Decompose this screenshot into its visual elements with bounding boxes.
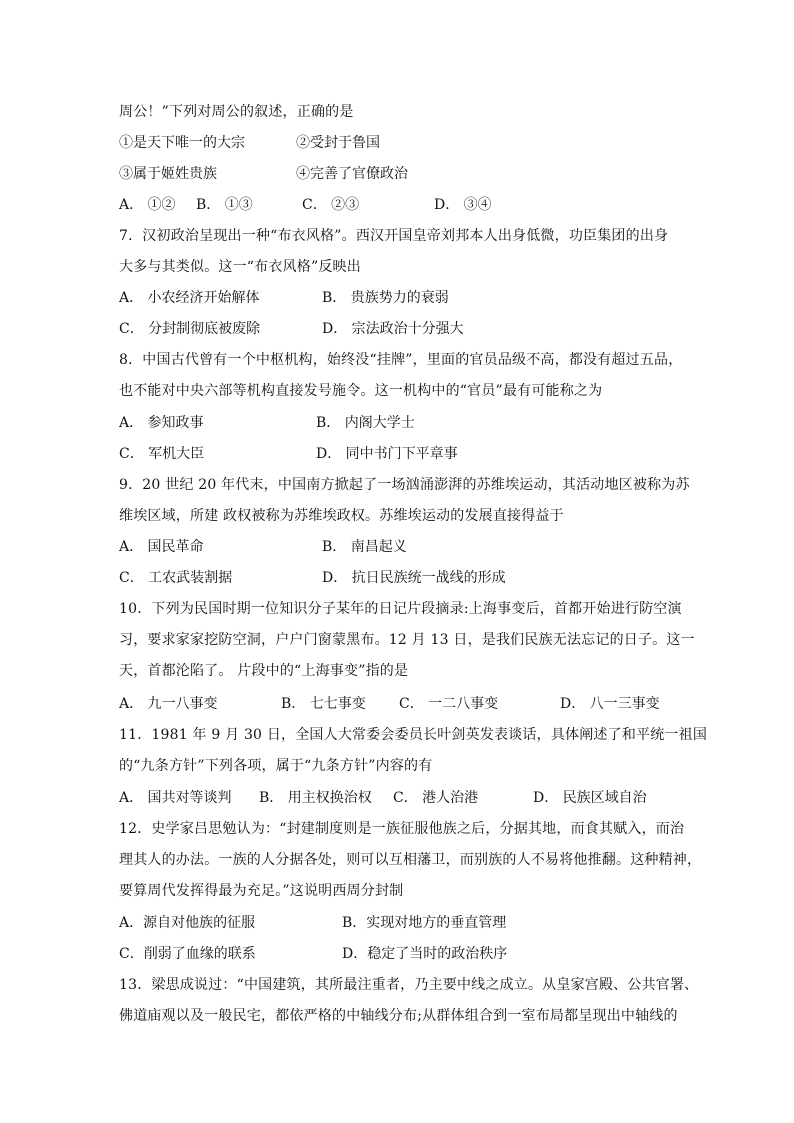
- q11-stem-line-1: 11．1981 年 9 月 30 日，全国人大常委会委员长叶剑英发表谈话，具体阐述了和平统一祖国: [119, 727, 708, 743]
- q6-item-1: ①是天下唯一的大宗: [119, 135, 245, 151]
- q6-item-2: ②受封于鲁国: [296, 135, 380, 151]
- q12-option-a: A．源自对他族的征服: [119, 915, 256, 931]
- q13-stem-line-2: 佛道庙观以及一般民宅，都依严格的中轴线分布;从群体组合到一室布局都呈现出中轴线的: [119, 1008, 678, 1024]
- q6-option-b: B． ①③: [196, 197, 253, 213]
- q10-stem-line-2: 习，要求家家挖防空洞，户户门窗蒙黑布。12 月 13 日，是我们民族无法忘记的日子。这一: [119, 632, 695, 648]
- q7-option-d: D． 宗法政治十分强大: [322, 321, 464, 337]
- q8-option-c: C． 军机大臣: [119, 446, 205, 462]
- q6-option-c: C． ②③: [302, 197, 360, 213]
- q12-stem-line-1: 12．史学家吕思勉认为：“封建制度则是一族征服他族之后，分据其地，而食其赋入，而治: [119, 821, 685, 837]
- q8-option-a: A． 参知政事: [119, 415, 204, 431]
- q7-option-a: A． 小农经济开始解体: [119, 290, 260, 306]
- q6-item-3: ③属于姬姓贵族: [119, 166, 217, 182]
- q12-stem-line-2: 理其人的办法。一族的人分据各处，则可以互相藩卫，而别族的人不易将他推翻。这种精神，: [119, 852, 702, 868]
- q11-option-a: A． 国共对等谈判: [119, 790, 232, 806]
- q11-option-c: C． 港人治港: [393, 790, 479, 806]
- q12-option-b: B．实现对地方的垂直管理: [342, 915, 507, 931]
- q11-stem-line-2: 的“九条方针”下列各项，属于“九条方针”内容的有: [119, 758, 433, 774]
- q10-option-b: B． 七七事变: [281, 696, 366, 712]
- q13-stem-line-1: 13．梁思成说过：“中国建筑，其所最注重者，乃主要中线之成立。从皇家宫殿、公共官署、: [119, 977, 699, 993]
- q6-option-a: A． ①②: [119, 197, 176, 213]
- q7-stem-line-1: 7．汉初政治呈现出一种“布衣风格”。西汉开国皇帝刘邦本人出身低微，功臣集团的出身: [119, 228, 669, 244]
- q12-stem-line-3: 要算周代发挥得最为充足。”这说明西周分封制: [119, 883, 404, 899]
- q10-option-c: C． 一二八事变: [399, 696, 499, 712]
- q8-option-b: B． 内阁大学士: [316, 415, 415, 431]
- q10-stem-line-3: 天，首都沦陷了。 片段中的“上海事变”指的是: [119, 663, 409, 679]
- q6-option-d: D． ③④: [434, 197, 492, 213]
- q9-option-d: D． 抗日民族统一战线的形成: [322, 570, 506, 586]
- q7-stem-line-2: 大多与其类似。这一“布衣风格”反映出: [119, 259, 361, 275]
- q10-option-d: D． 八一三事变: [560, 696, 660, 712]
- q9-option-b: B． 南昌起义: [322, 539, 407, 555]
- q10-stem-line-1: 10．下列为民国时期一位知识分子某年的日记片段摘录:上海事变后，首都开始进行防空演: [119, 601, 682, 617]
- q7-option-b: B． 贵族势力的衰弱: [322, 290, 449, 306]
- q7-option-c: C． 分封制彻底被废除: [119, 321, 261, 337]
- q6-stem-tail: 周公！”下列对周公的叙述，正确的是: [119, 104, 354, 120]
- q8-stem-line-1: 8．中国古代曾有一个中枢机构，始终没“挂牌”，里面的官员品级不高，都没有超过五品，: [119, 352, 683, 368]
- q8-option-d: D． 同中书门下平章事: [316, 446, 458, 462]
- q12-option-d: D．稳定了当时的政治秩序: [342, 946, 508, 962]
- q11-option-d: D． 民族区域自治: [533, 790, 647, 806]
- q11-option-b: B． 用主权换治权: [259, 790, 372, 806]
- q10-option-a: A． 九一八事变: [119, 696, 218, 712]
- q9-option-c: C． 工农武装割据: [119, 570, 233, 586]
- q12-option-c: C．削弱了血缘的联系: [119, 946, 256, 962]
- q6-item-4: ④完善了官僚政治: [296, 166, 408, 182]
- q8-stem-line-2: 也不能对中央六部等机构直接发号施令。这一机构中的“官员”最有可能称之为: [119, 383, 603, 399]
- q9-stem-line-2: 维埃区域，所建 政权被称为苏维埃政权。苏维埃运动的发展直接得益于: [119, 508, 564, 524]
- q9-option-a: A． 国民革命: [119, 539, 204, 555]
- q9-stem-line-1: 9．20 世纪 20 年代末，中国南方掀起了一场汹涌澎湃的苏维埃运动，其活动地区被称为苏: [119, 477, 690, 493]
